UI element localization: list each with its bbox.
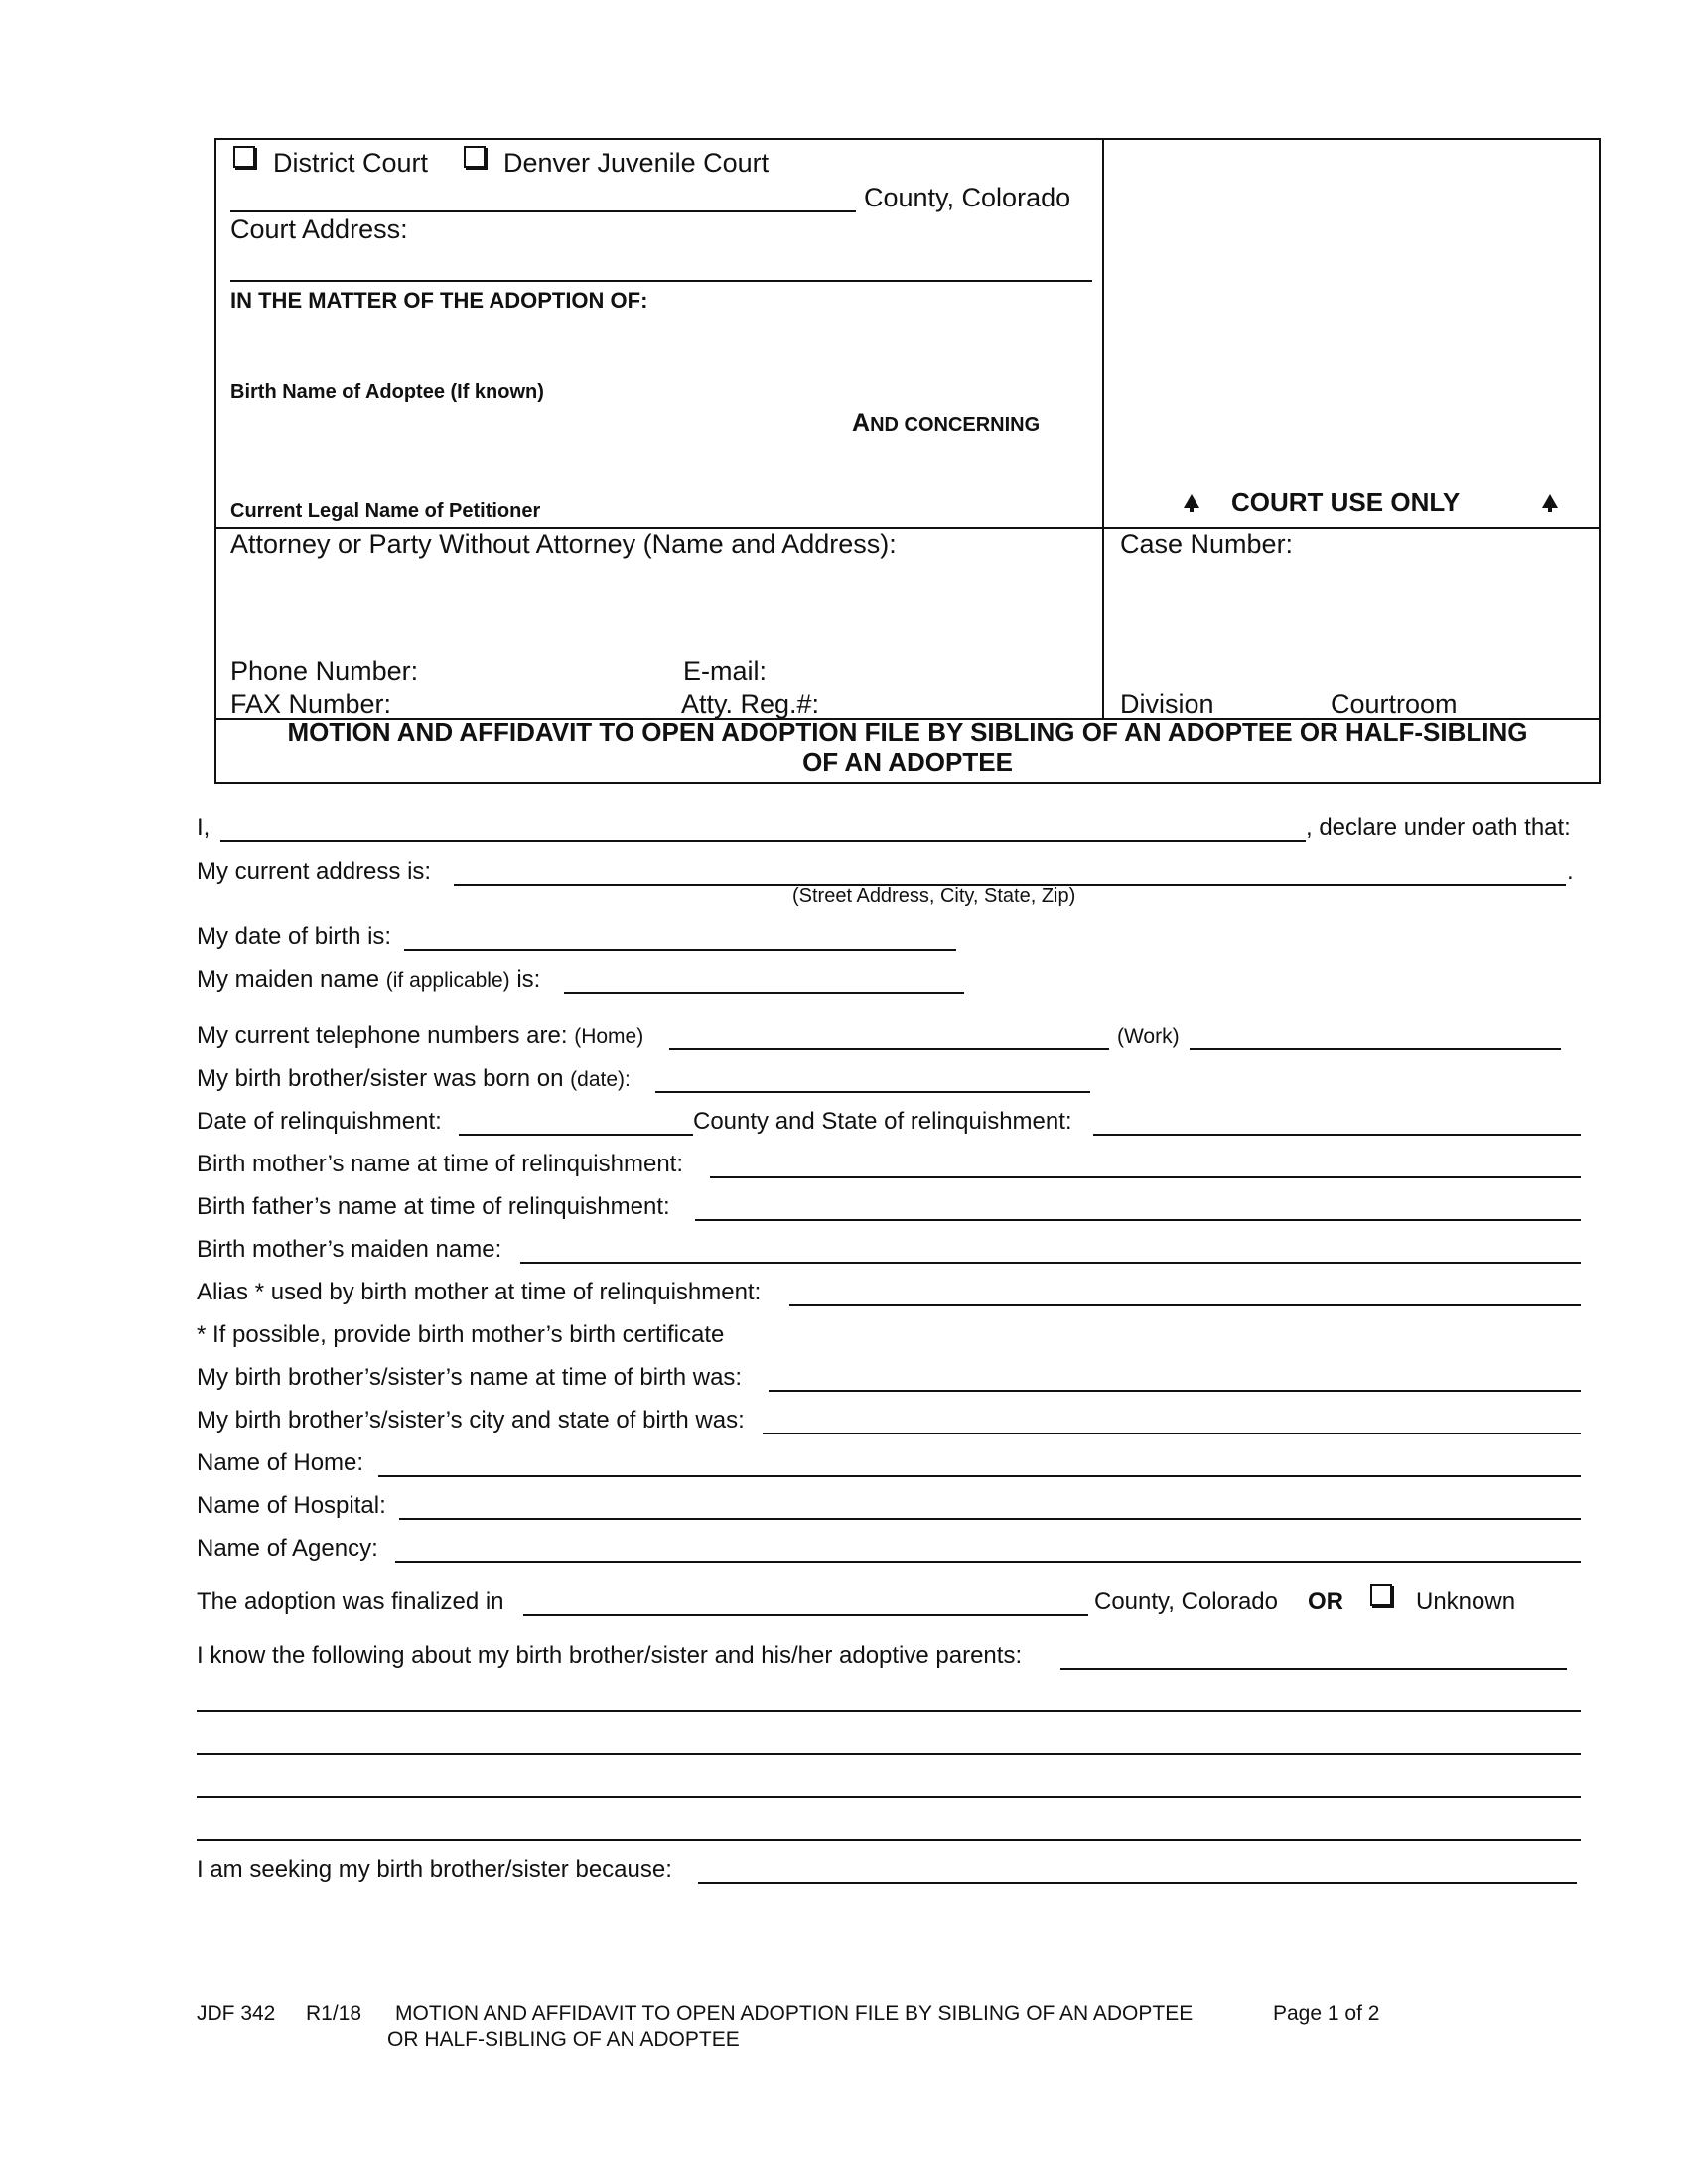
up-arrow-icon bbox=[1542, 494, 1558, 508]
know-line-5[interactable] bbox=[197, 1839, 1581, 1841]
address-hint: (Street Address, City, State, Zip) bbox=[792, 886, 1076, 907]
district-court-label: District Court bbox=[273, 148, 429, 178]
footer-title-line2: OR HALF-SIBLING OF AN ADOPTEE bbox=[387, 2028, 740, 2051]
hospital-label: Name of Hospital: bbox=[197, 1492, 386, 1519]
know-line-4[interactable] bbox=[197, 1796, 1581, 1798]
know-line-2[interactable] bbox=[197, 1710, 1581, 1712]
finalized-county-field[interactable] bbox=[523, 1614, 1088, 1616]
up-arrow-icon bbox=[1184, 494, 1199, 508]
form-title-line2: OF AN ADOPTEE bbox=[802, 748, 1013, 777]
court-use-only: COURT USE ONLY bbox=[1231, 487, 1461, 517]
mother-name-label: Birth mother’s name at time of relinquishment: bbox=[197, 1151, 683, 1177]
fax-label: FAX Number: bbox=[230, 689, 392, 719]
maiden-label: My maiden name (if applicable) is: bbox=[197, 966, 541, 993]
phones-label: My current telephone numbers are: (Home) bbox=[197, 1023, 644, 1049]
home-phone-field[interactable] bbox=[669, 1048, 1109, 1050]
finalized-or: OR bbox=[1308, 1588, 1343, 1615]
birth-name-label: Birth Name of Adoptee (If known) bbox=[230, 381, 544, 403]
phones-work-label: (Work) bbox=[1117, 1025, 1180, 1048]
mother-maiden-field[interactable] bbox=[520, 1262, 1581, 1264]
home-field[interactable] bbox=[378, 1475, 1581, 1477]
finalized-label: The adoption was finalized in bbox=[197, 1588, 504, 1615]
and-concerning: AND CONCERNING bbox=[852, 409, 1041, 437]
caption-divider bbox=[1102, 138, 1104, 720]
finalized-county: County, Colorado bbox=[1094, 1588, 1278, 1615]
maiden-name-field[interactable] bbox=[564, 992, 964, 994]
form-title bbox=[216, 717, 1599, 778]
agency-label: Name of Agency: bbox=[197, 1535, 378, 1562]
unknown-checkbox[interactable] bbox=[1370, 1584, 1392, 1606]
sibling-born-label: My birth brother/sister was born on (date): bbox=[197, 1065, 631, 1092]
phone-label: Phone Number: bbox=[230, 656, 419, 686]
seeking-label: I am seeking my birth brother/sister because: bbox=[197, 1856, 672, 1883]
hospital-field[interactable] bbox=[399, 1518, 1581, 1520]
petitioner-label: Current Legal Name of Petitioner bbox=[230, 500, 541, 522]
courtroom-label: Courtroom bbox=[1331, 689, 1458, 719]
sibling-city-field[interactable] bbox=[763, 1433, 1581, 1434]
declarant-suffix: , declare under oath that: bbox=[1306, 814, 1571, 841]
seeking-field[interactable] bbox=[698, 1882, 1577, 1884]
home-label: Name of Home: bbox=[197, 1449, 364, 1476]
know-field[interactable] bbox=[1060, 1668, 1567, 1670]
footer-form-id: JDF 342 bbox=[197, 2002, 276, 2025]
footer-revision: R1/18 bbox=[306, 2002, 362, 2025]
dob-label: My date of birth is: bbox=[197, 923, 392, 950]
address-label: My current address is: bbox=[197, 858, 432, 885]
form-title-line1: MOTION AND AFFIDAVIT TO OPEN ADOPTION FILE BY SIBLING OF AN ADOPTEE OR HALF-SIBLING bbox=[287, 717, 1528, 747]
caption-box bbox=[214, 138, 1601, 784]
sibling-name-label: My birth brother’s/sister’s name at time of birth was: bbox=[197, 1364, 743, 1391]
relinq-county-field[interactable] bbox=[1093, 1134, 1581, 1136]
alias-field[interactable] bbox=[789, 1304, 1581, 1306]
declarant-prefix: I, bbox=[197, 814, 211, 841]
address-period: . bbox=[1567, 858, 1574, 885]
county-suffix: County, Colorado bbox=[864, 183, 1071, 212]
matter-heading: IN THE MATTER OF THE ADOPTION OF: bbox=[230, 288, 648, 313]
county-field[interactable] bbox=[230, 210, 856, 212]
division-label: Division bbox=[1120, 689, 1214, 719]
know-label: I know the following about my birth brother/sister and his/her adoptive parents: bbox=[197, 1642, 1023, 1669]
district-court-checkbox[interactable] bbox=[233, 146, 255, 168]
father-name-label: Birth father’s name at time of relinquishment: bbox=[197, 1193, 670, 1220]
work-phone-field[interactable] bbox=[1190, 1048, 1561, 1050]
attorney-label: Attorney or Party Without Attorney (Name and Address): bbox=[230, 529, 897, 559]
atty-reg-label: Atty. Reg.#: bbox=[681, 689, 820, 719]
court-address-field[interactable] bbox=[230, 280, 1092, 282]
relinq-county-label: County and State of relinquishment: bbox=[693, 1108, 1072, 1135]
denver-juvenile-court-label: Denver Juvenile Court bbox=[503, 148, 770, 178]
footer-title-line1: MOTION AND AFFIDAVIT TO OPEN ADOPTION FILE BY SIBLING OF AN ADOPTEE bbox=[395, 2002, 1194, 2025]
court-address-label: Court Address: bbox=[230, 214, 408, 244]
dob-field[interactable] bbox=[404, 949, 956, 951]
denver-juvenile-court-checkbox[interactable] bbox=[464, 146, 486, 168]
footer-page: Page 1 of 2 bbox=[1273, 2002, 1380, 2025]
mother-maiden-label: Birth mother’s maiden name: bbox=[197, 1236, 502, 1263]
father-name-field[interactable] bbox=[695, 1219, 1581, 1221]
declarant-name-field[interactable] bbox=[220, 840, 1306, 842]
alias-label: Alias * used by birth mother at time of relinquishment: bbox=[197, 1279, 762, 1305]
case-number-label: Case Number: bbox=[1120, 529, 1294, 559]
alias-note: * If possible, provide birth mother’s birth certificate bbox=[197, 1321, 725, 1348]
sibling-born-field[interactable] bbox=[655, 1091, 1090, 1093]
know-line-3[interactable] bbox=[197, 1753, 1581, 1755]
relinq-date-label: Date of relinquishment: bbox=[197, 1108, 442, 1135]
sibling-name-field[interactable] bbox=[769, 1390, 1581, 1392]
agency-field[interactable] bbox=[395, 1561, 1581, 1563]
mother-name-field[interactable] bbox=[710, 1176, 1581, 1178]
sibling-city-label: My birth brother’s/sister’s city and state of birth was: bbox=[197, 1407, 745, 1433]
relinq-date-field[interactable] bbox=[459, 1134, 693, 1136]
email-label: E-mail: bbox=[683, 656, 768, 686]
finalized-unknown: Unknown bbox=[1416, 1588, 1516, 1615]
